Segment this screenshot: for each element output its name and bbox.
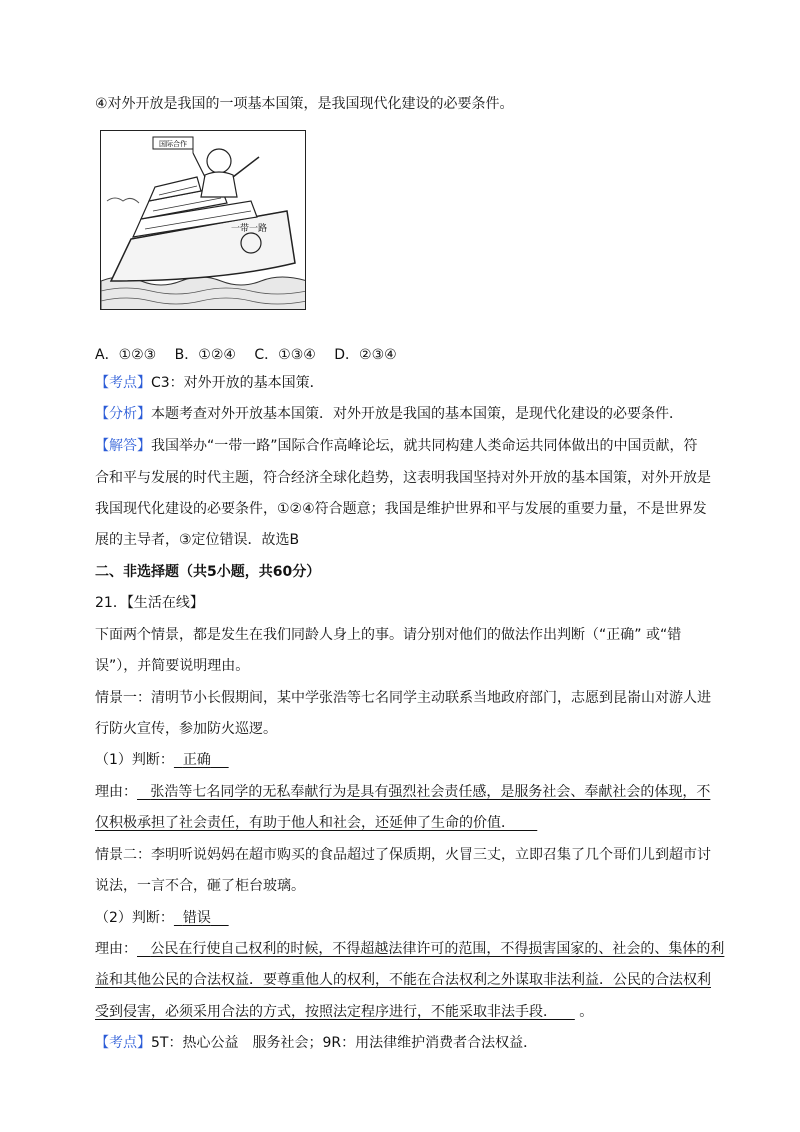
reason-1-line-2: 仅积极承担了社会责任，有助于他人和社会，还延伸了生命的价值． — [95, 815, 515, 831]
reason-2-line-3: 受到侵害，必须采用合法的方式，按照法定程序进行，不能采取非法手段． 。 — [95, 1004, 594, 1020]
judgement-2: （2）判断： 错误 — [95, 908, 229, 928]
fenxi-20 — [95, 404, 683, 424]
q21-title: 21．【生活在线】 — [95, 595, 204, 611]
jieda-line-4: 展的主导者，③定位错误．故选B — [95, 532, 300, 548]
cartoon-figure — [100, 130, 306, 310]
flag-label: 国际合作 — [159, 140, 187, 148]
jieda-line-1: 【解答】我国举办“一带一路”国际合作高峰论坛，就共同构建人类命运共同体做出的中国贡献，符 — [95, 438, 698, 454]
kaodian-tag: 【考点】 — [95, 1035, 151, 1051]
jieda-line-3: 我国现代化建设的必要条件，①②④符合题意；我国是维护世界和平与发展的重要力量，不是世界发 — [95, 501, 707, 517]
jieda-tag: 【解答】 — [95, 438, 151, 454]
fenxi-text: 本题考查对外开放基本国策．对外开放是我国的基本国策，是现代化建设的必要条件． — [151, 406, 683, 422]
kaodian-20 — [95, 373, 324, 393]
scenario-1-line-2: 行防火宣传，参加防火巡逻。 — [95, 721, 277, 737]
reason-2-line-1: 理由： 公民在行使自己权利的时候，不得超越法律许可的范围，不得损害国家的、社会的、集体的利 — [95, 941, 725, 957]
q21-intro-2: 误”），并简要说明理由。 — [95, 658, 250, 674]
item-4: ④对外开放是我国的一项基本国策，是我国现代化建设的必要条件。 — [95, 96, 514, 112]
section-heading: 二、非选择题（共5小题，共60分） — [95, 564, 321, 580]
judgement-2-answer: 错误 — [182, 910, 211, 926]
q21-intro-1: 下面两个情景，都是发生在我们同龄人身上的事。请分别对他们的做法作出判断（“正确” 或“错 — [95, 627, 682, 643]
judgement-1-answer: 正确 — [182, 752, 211, 768]
scenario-2-line-1: 情景二：李明听说妈妈在超市购买的食品超过了保质期，火冒三丈，立即召集了几个哥们儿到超市讨 — [95, 847, 711, 863]
scenario-1-line-1: 情景一：清明节小长假期间，某中学张浩等七名同学主动联系当地政府部门，志愿到昆嵛山对游人进 — [95, 690, 711, 706]
kaodian-tag: 【考点】 — [95, 375, 151, 391]
kaodian-text: 5T：热心公益 服务社会；9R：用法律维护消费者合法权益． — [151, 1035, 538, 1051]
ship-label: 一带一路 — [231, 224, 268, 234]
ship-cartoon-image — [101, 131, 306, 310]
kaodian-21 — [95, 1033, 537, 1053]
judgement-1: （1）判断： 正确 — [95, 750, 229, 770]
answer-options: A．①②③ B．①②④ C．①③④ D．②③④ — [95, 347, 397, 363]
scenario-2-line-2: 说法，一言不合，砸了柜台玻璃。 — [95, 878, 305, 894]
fenxi-tag: 【分析】 — [95, 406, 151, 422]
reason-1-line-1: 理由： 张浩等七名同学的无私奉献行为是具有强烈社会责任感，是服务社会、奉献社会的体现，不 — [95, 784, 711, 800]
reason-2-line-2: 益和其他公民的合法权益．要尊重他人的权利，不能在合法权利之外谋取非法利益．公民的合法权利 — [95, 972, 711, 988]
jieda-line-2: 合和平与发展的时代主题，符合经济全球化趋势，这表明我国坚持对外开放的基本国策，对外开放是 — [95, 470, 711, 486]
kaodian-text: C3：对外开放的基本国策． — [151, 375, 324, 391]
